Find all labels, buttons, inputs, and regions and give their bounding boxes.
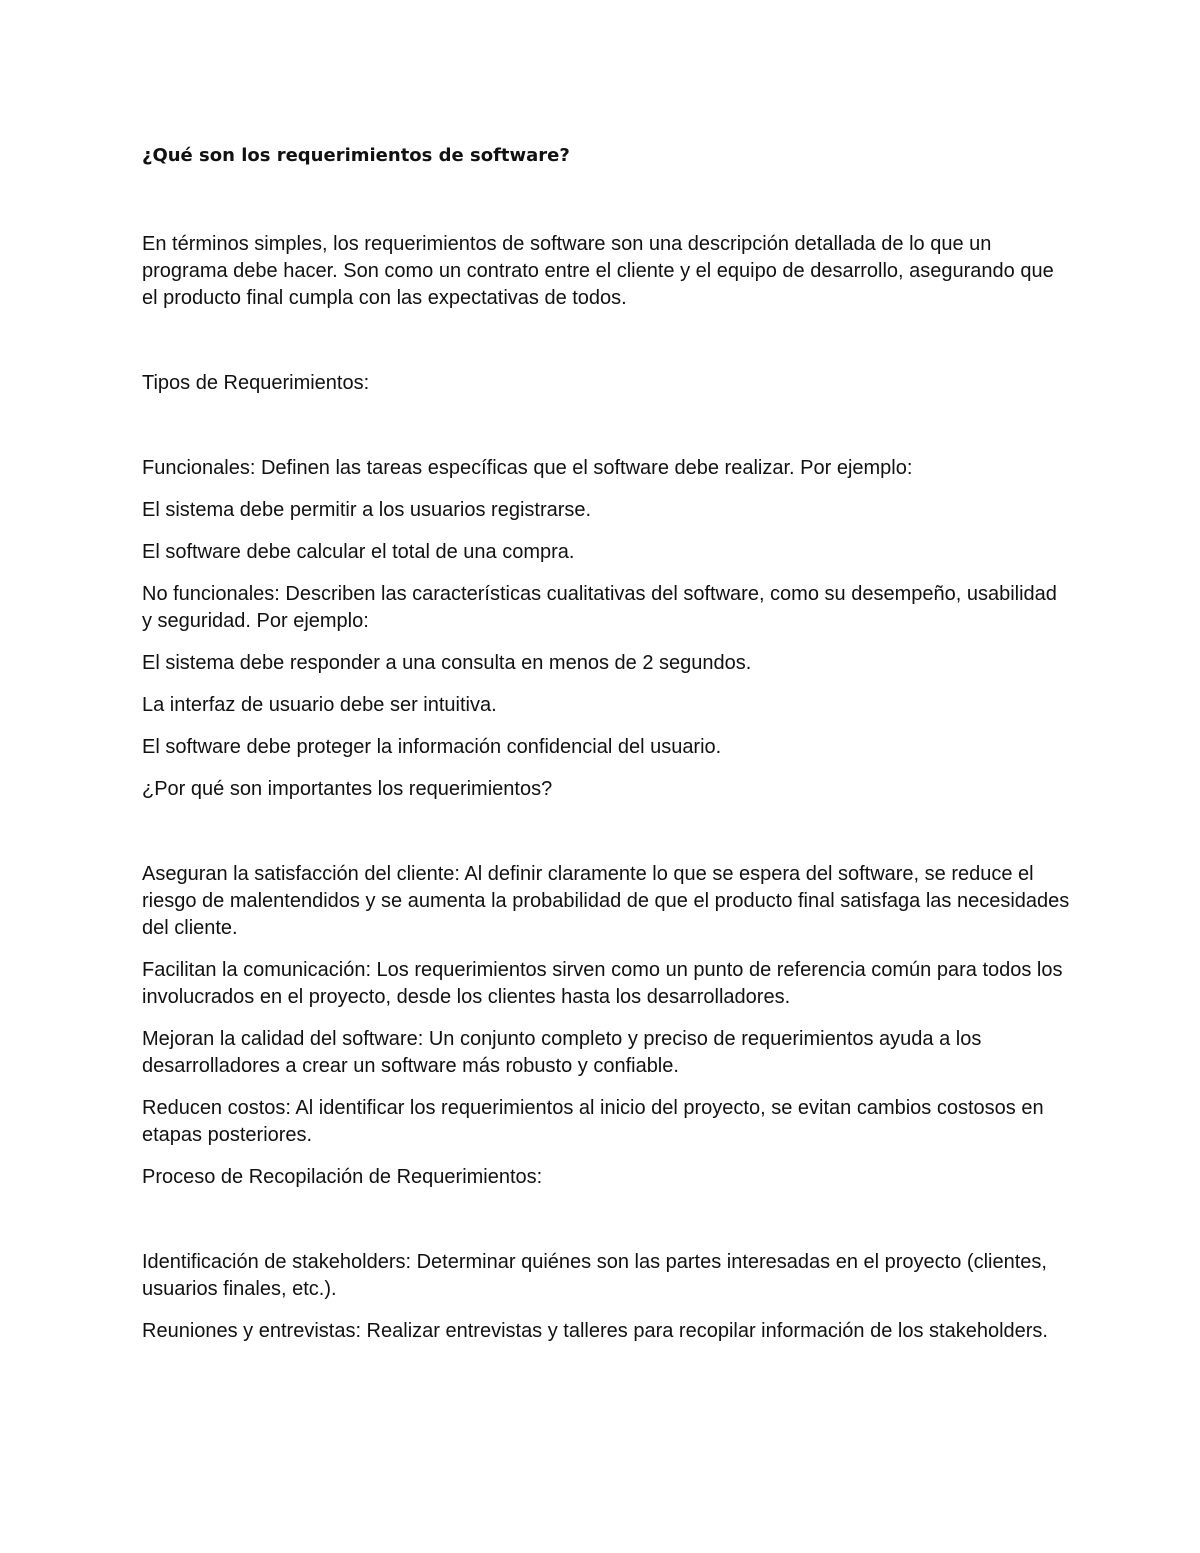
document-body bbox=[142, 142, 1072, 1360]
process-item: Identificación de stakeholders: Determinar quiénes son las partes interesadas en el proyecto (clientes, usuarios finales, etc.). bbox=[142, 1251, 1047, 1300]
nonfunctional-example: La interfaz de usuario debe ser intuitiva. bbox=[142, 694, 497, 716]
types-heading: Tipos de Requerimientos: bbox=[142, 372, 370, 394]
process-item: Reuniones y entrevistas: Realizar entrevistas y talleres para recopilar información de los stakeholders. bbox=[142, 1320, 1048, 1342]
importance-heading: ¿Por qué son importantes los requerimientos? bbox=[142, 778, 553, 800]
nonfunctional-example: El software debe proteger la información confidencial del usuario. bbox=[142, 736, 722, 758]
functional-example: El sistema debe permitir a los usuarios registrarse. bbox=[142, 499, 592, 521]
importance-item: Reducen costos: Al identificar los requerimientos al inicio del proyecto, se evitan cambios costosos en etapas posteriores. bbox=[142, 1097, 1044, 1146]
nonfunctional-paragraph: No funcionales: Describen las características cualitativas del software, como su desempeño, usabilidad y seguridad. Por ejemplo: bbox=[142, 583, 1057, 632]
process-heading: Proceso de Recopilación de Requerimientos: bbox=[142, 1166, 543, 1188]
functional-example: El software debe calcular el total de una compra. bbox=[142, 541, 575, 563]
document-title: ¿Qué son los requerimientos de software? bbox=[142, 145, 570, 166]
importance-item: Aseguran la satisfacción del cliente: Al definir claramente lo que se espera del software, se reduce el riesgo de malentendidos y se aumenta la probabilidad de que el producto final satisfaga las necesidades del cliente. bbox=[142, 863, 1070, 939]
intro-paragraph: En términos simples, los requerimientos de software son una descripción detallada de lo que un programa debe hacer. Son como un contrato entre el cliente y el equipo de desarrollo, asegurando que el producto final cumpla con las expectativas de todos. bbox=[142, 233, 1054, 309]
importance-item: Mejoran la calidad del software: Un conjunto completo y preciso de requerimientos ayuda a los desarrolladores a crear un software más robusto y confiable. bbox=[142, 1028, 982, 1077]
importance-item: Facilitan la comunicación: Los requerimientos sirven como un punto de referencia común para todos los involucrados en el proyecto, desde los clientes hasta los desarrolladores. bbox=[142, 959, 1063, 1008]
functional-paragraph: Funcionales: Definen las tareas específicas que el software debe realizar. Por ejemplo: bbox=[142, 457, 913, 479]
nonfunctional-example: El sistema debe responder a una consulta en menos de 2 segundos. bbox=[142, 652, 752, 674]
